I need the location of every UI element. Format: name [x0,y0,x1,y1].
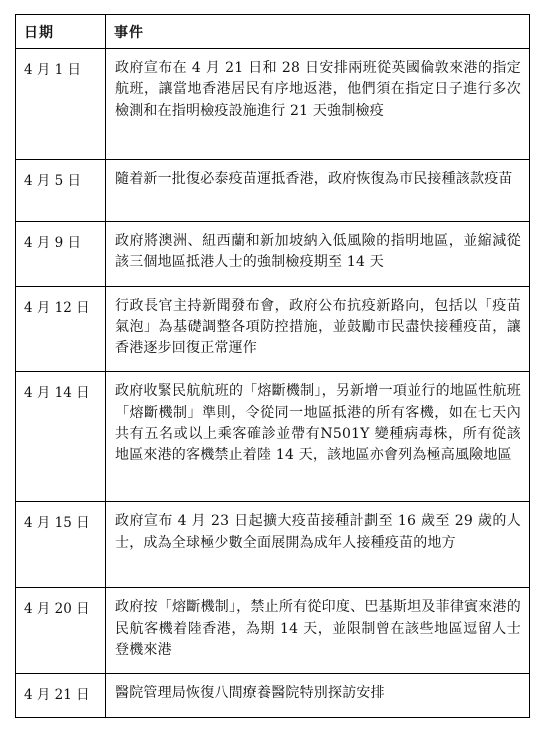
table-row [16,160,530,222]
events-table-container [15,14,529,718]
table-row [16,588,530,674]
row-date: 4 月 12 日 [16,286,106,372]
row-date: 4 月 14 日 [16,372,106,502]
row-date: 4 月 9 日 [16,222,106,287]
table-row [16,286,530,372]
row-event: 政府按「熔斷機制」，禁止所有從印度、巴基斯坦及菲律賓來港的民航客機着陸香港，為期 14 天，並限制曾在該些地區逗留人士登機來港 [106,588,530,674]
row-date: 4 月 1 日 [16,49,106,160]
column-header-date: 日期 [16,15,106,49]
table-row [16,372,530,502]
table-row [16,502,530,588]
row-event: 政府將澳洲、紐西蘭和新加坡納入低風險的指明地區，並縮減從該三個地區抵港人士的強制檢疫期至 14 天 [106,222,530,287]
row-date: 4 月 21 日 [16,674,106,717]
table-row [16,674,530,717]
table-row [16,49,530,160]
column-header-event: 事件 [106,15,530,49]
row-event: 醫院管理局恢復八間療養醫院特別探訪安排 [106,674,530,717]
row-date: 4 月 5 日 [16,160,106,222]
events-table [15,14,530,718]
table-row [16,222,530,287]
row-date: 4 月 15 日 [16,502,106,588]
row-event: 政府宣布 4 月 23 日起擴大疫苗接種計劃至 16 歲至 29 歲的人士，成為全球極少數全面展開為成年人接種疫苗的地方 [106,502,530,588]
row-event: 隨着新一批復必泰疫苗運抵香港，政府恢復為市民接種該款疫苗 [106,160,530,222]
header-row [16,15,530,49]
row-event: 行政長官主持新聞發布會，政府公布抗疫新路向，包括以「疫苗氣泡」為基礎調整各項防控措施，並鼓勵市民盡快接種疫苗，讓香港逐步回復正常運作 [106,286,530,372]
row-date: 4 月 20 日 [16,588,106,674]
row-event: 政府宣布在 4 月 21 日和 28 日安排兩班從英國倫敦來港的指定航班，讓當地香港居民有序地返港，他們須在指定日子進行多次檢測和在指明檢疫設施進行 21 天強制檢疫 [106,49,530,160]
row-event: 政府收緊民航航班的「熔斷機制」，另新增一項並行的地區性航班「熔斷機制」準則，令從同一地區抵港的所有客機，如在七天內共有五名或以上乘客確診並帶有N501Y 變種病毒株，所有從該地區來港的客機禁止着陸 14 天，該地區亦會列為極高風險地區 [106,372,530,502]
